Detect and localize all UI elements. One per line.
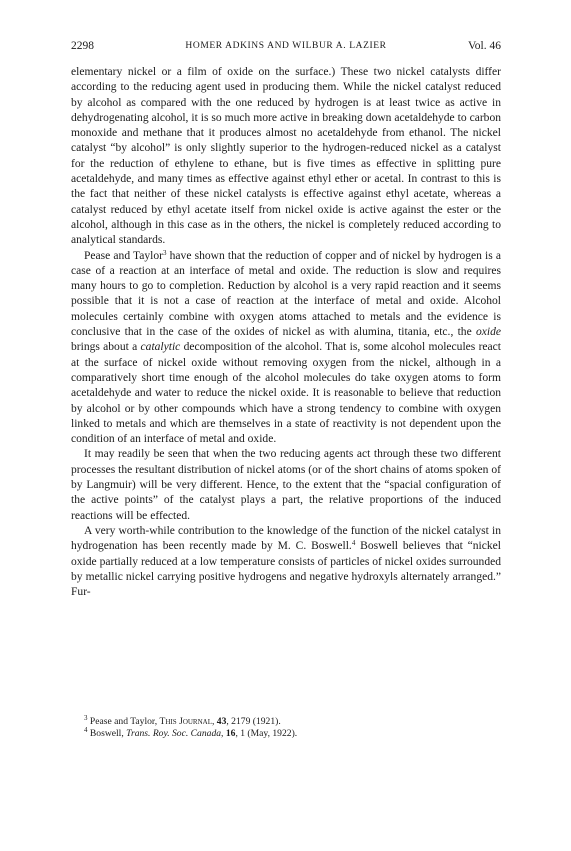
small-caps-text: This Journal xyxy=(159,716,212,727)
footnote-marker: 4 xyxy=(351,539,356,548)
text-run: Pease and Taylor, xyxy=(87,716,160,727)
text-run: Boswell believes that “nickel oxide partially reduced at a low temperature consists of particles of nickel oxides surrounded by metallic nickel carrying positive hydrogens and negative hydroxyls alternately arranged.” Fur- xyxy=(71,540,501,599)
paragraph xyxy=(71,249,501,448)
footnotes xyxy=(71,716,501,740)
italic-text: catalytic xyxy=(140,341,181,354)
bold-text: 16 xyxy=(225,728,236,739)
text-run: Pease and Taylor xyxy=(84,249,164,262)
italic-text: Trans. Roy. Soc. Canada xyxy=(126,728,222,739)
footnote-marker: 3 xyxy=(163,248,167,257)
text-run: decomposition of the alcohol. That is, some alcohol molecules react at the surface of nickel oxide without removing oxygen from the nickel, although in a comparatively short time enough of the alcohol molecules do take oxygen atoms to form acetaldehyde and water to reduce the nickel oxide. It is reasonable to believe that reduction by alcohol or by other compounds which have a strong tendency to combine with oxygen linked to metals and which are themselves in a state of reactivity is not dependent upon the condition of an interface of metal and oxide. xyxy=(71,341,501,446)
paragraph xyxy=(71,65,501,249)
text-run: Boswell, xyxy=(87,728,127,739)
text-run: , xyxy=(221,728,226,739)
text-run: have shown that the reduction of copper and of nickel by hydrogen is a case of a reaction at an interface of metal and oxide. The reduction is slow and requires many hours to go to completion. Reduction by alcohol is a very rapid reaction and it seems possible that it is not a case of reaction at the interface of metal and oxide. Alcohol molecules certainly combine with oxygen atoms attached to metals and the evidence is conclusive that in the case of the oxides of nickel as with alumina, titania, etc., the xyxy=(71,249,501,339)
running-title: HOMER ADKINS AND WILBUR A. LAZIER xyxy=(185,41,387,51)
footnote xyxy=(71,716,501,728)
text-run: brings about a xyxy=(71,341,141,354)
footnote xyxy=(71,728,501,740)
footnote-marker: 4 xyxy=(84,726,88,734)
text-run: , xyxy=(211,716,217,727)
italic-text: oxide xyxy=(475,326,501,339)
paragraph xyxy=(71,524,501,600)
text-run: A very worth-while contribution to the knowledge of the function of the nickel catalyst in hydrogenation has been recently made by M. C. Boswell. xyxy=(71,524,501,553)
text-run: It may readily be seen that when the two reducing agents act through these two different processes the resultant distribution of nickel atoms (or of the short chains of atoms spoken of by Langmuir) will be very different. Hence, to the extent that the “spacial configuration of the active points” of the catalyst plays a part, the relative proportions of the induced reactions will be effected. xyxy=(71,448,501,522)
paragraph xyxy=(71,447,501,523)
text-run: elementary nickel or a film of oxide on the surface.) These two nickel catalysts differ according to the reducing agent used in producing them. While the nickel catalyst reduced by alcohol as compared with the one reduced by hydrogen is at least twice as active in dehydrogenating alcohol, it is so much more active in breaking down acetaldehyde to carbon monoxide and methane that it produces almost no acetaldehyde from ethanol. The nickel catalyst “by alcohol” is only slightly superior to the hydrogen-reduced nickel as a catalyst for the reduction of ethylene to ethane, but is five times as effective in splitting pure acetaldehyde, and many times as effective against ethyl ether or acetal. In contrast to this is the fact that neither of these nickel catalysts is effective against ethyl acetate, whereas a catalyst reduced by ethyl acetate itself from nickel oxide is active against the ester or the alcohol, although in this case as in the others, the nickel is completely reduced according to analytical standards. xyxy=(71,66,501,247)
text-run: , 2179 (1921). xyxy=(226,716,281,727)
text-run: , 1 (May, 1922). xyxy=(235,728,298,739)
article-body xyxy=(71,65,501,600)
footnote-marker: 3 xyxy=(84,714,88,722)
running-header xyxy=(71,40,501,56)
volume-label: Vol. 46 xyxy=(467,40,501,52)
bold-text: 43 xyxy=(216,716,227,727)
page-number: 2298 xyxy=(71,40,94,52)
